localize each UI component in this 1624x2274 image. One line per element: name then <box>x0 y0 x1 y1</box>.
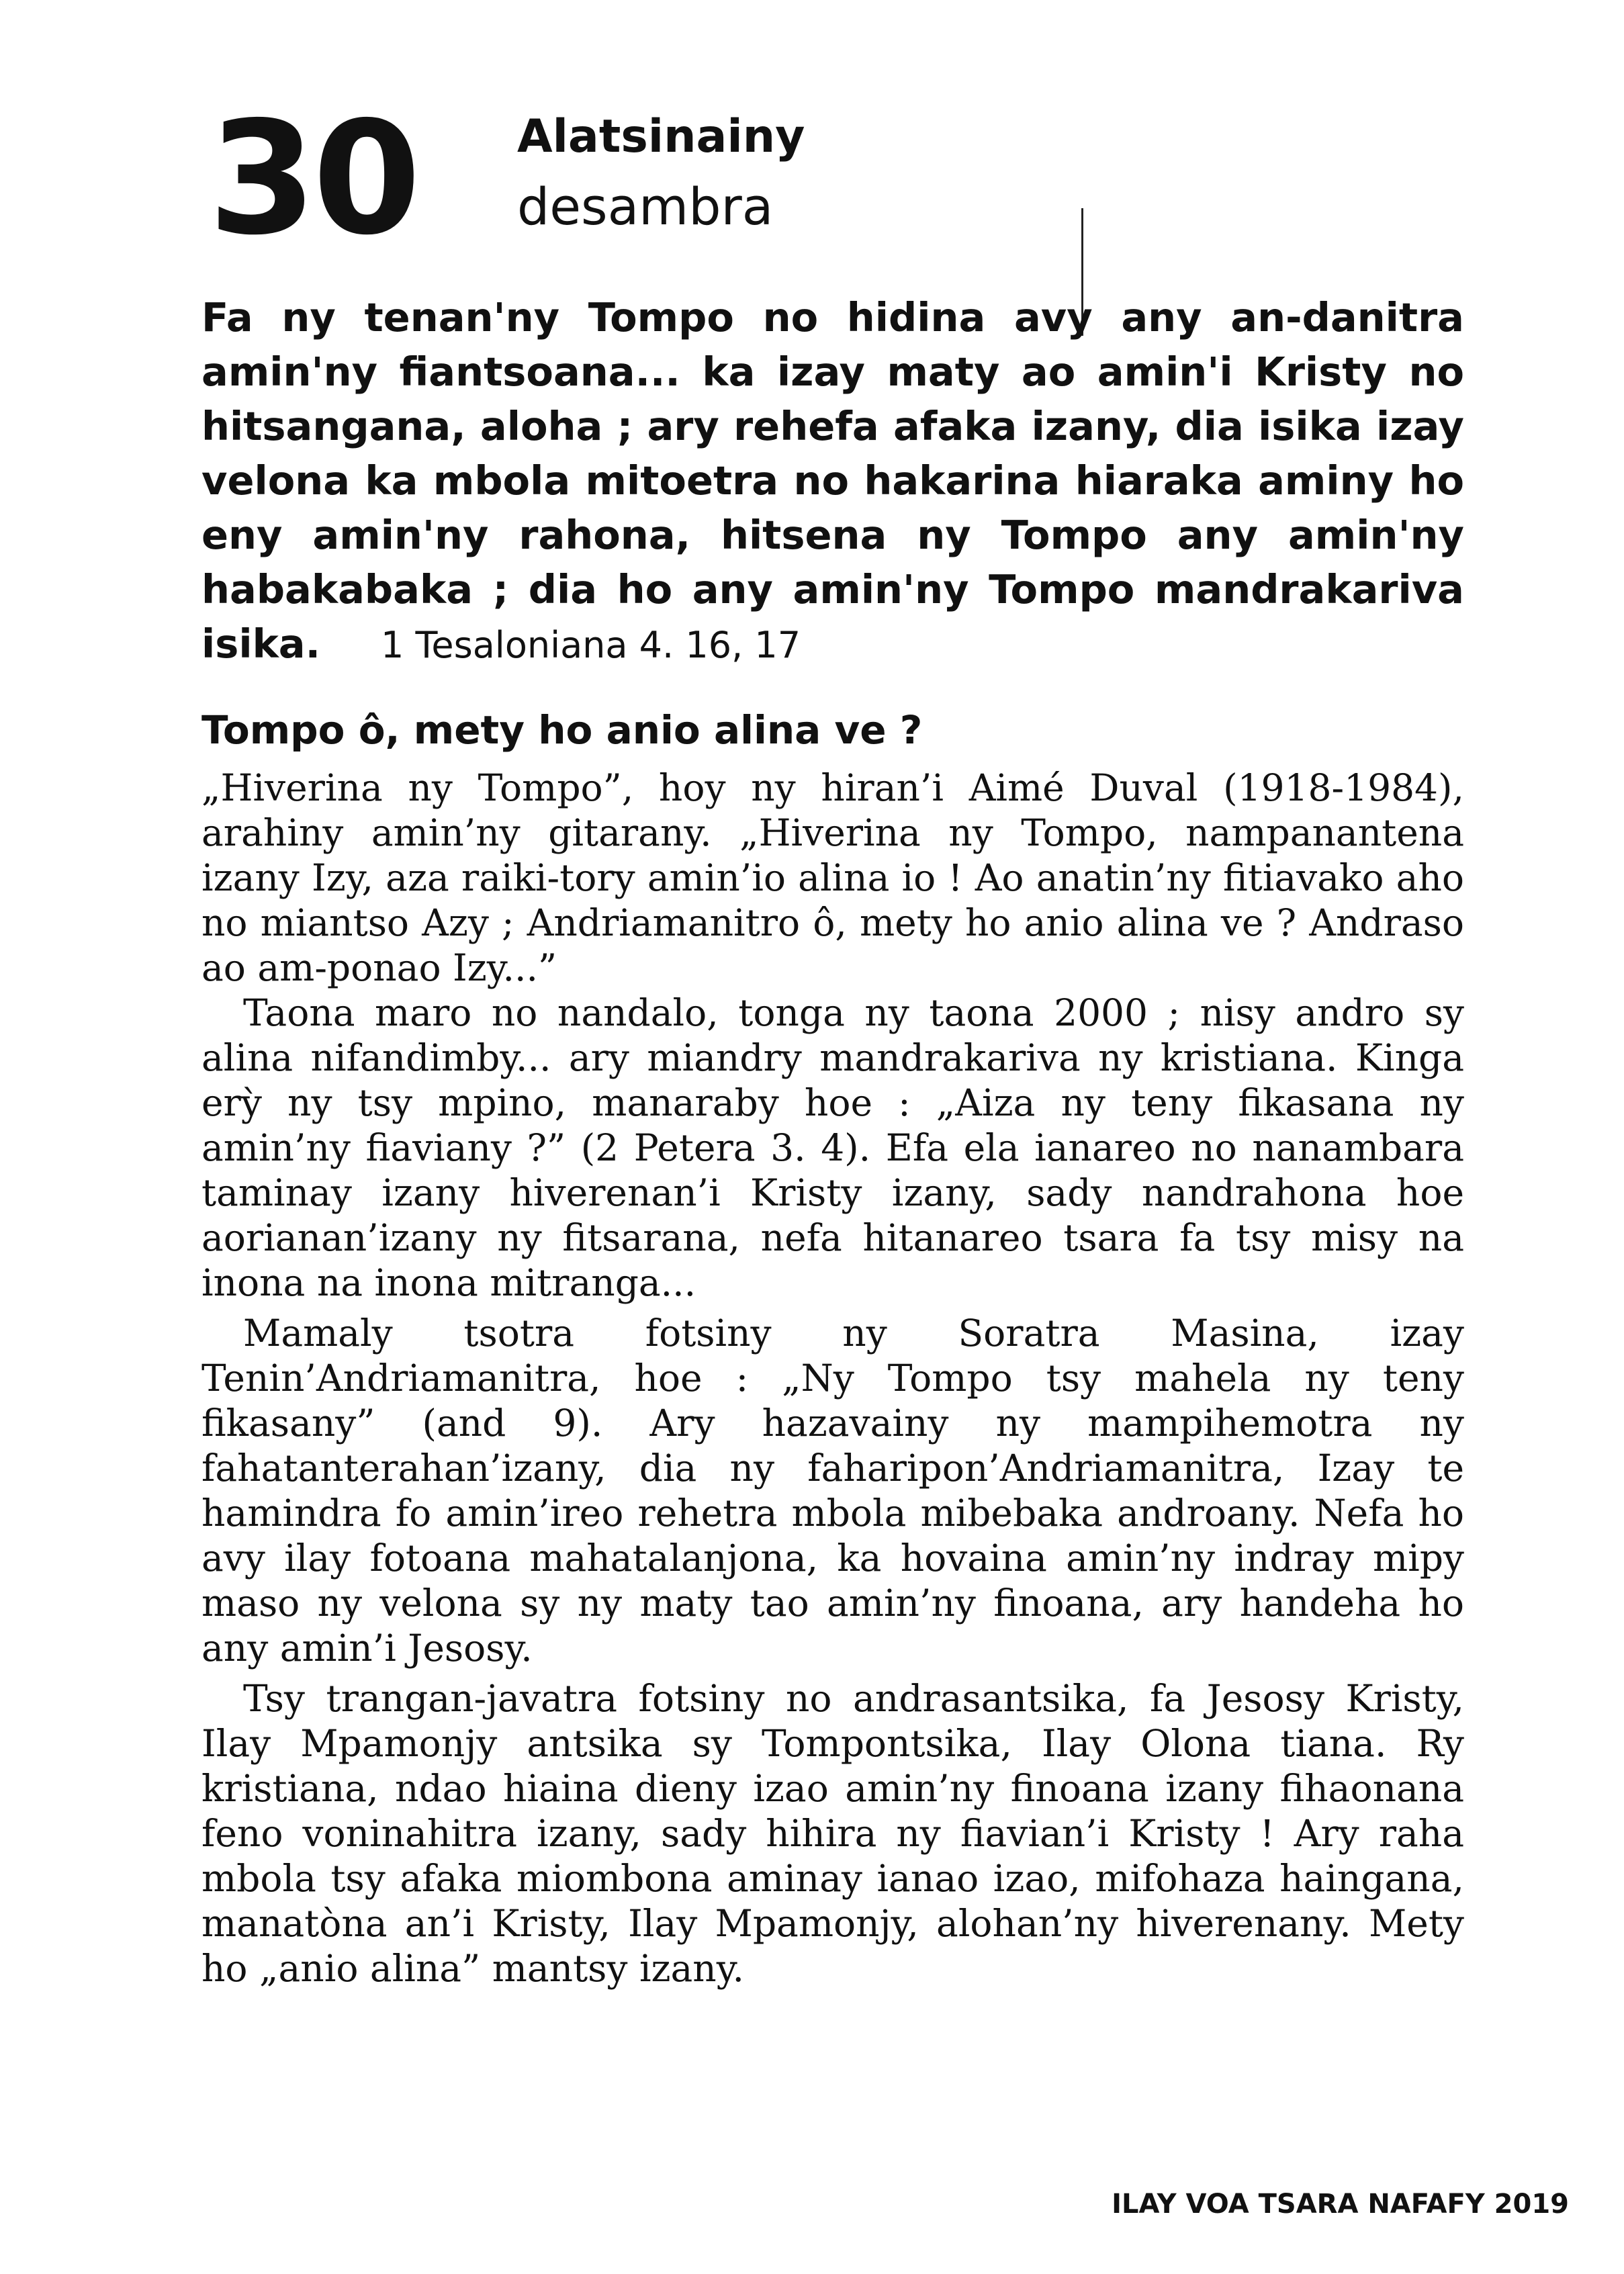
month-label: desambra <box>517 177 774 236</box>
meditation-body <box>201 766 1464 1991</box>
publication-footer: ILAY VOA TSARA NAFAFY 2019 <box>1112 2189 1569 2220</box>
verse-reference: 1 Tesaloniana 4. 16, 17 <box>381 624 801 666</box>
paragraph-2: Taona maro no nandalo, tonga ny taona 2000 ; nisy andro sy alina nifandimby... ary miandry mandrakariva ny kristiana. Kinga erỳ ny tsy mpino, manaraby hoe : „Aiza ny teny fikasana ny amin’ny fiaviany ?” (2 Petera 3. 4). Efa ela ianareo no nanambara taminay izany hiverenan’i Kristy izany, sady nandrahona hoe aorianan’izany ny fitsarana, nefa hitanareo tsara fa tsy misy na inona na inona mitranga... <box>201 991 1464 1304</box>
paragraph-3: Mamaly tsotra fotsiny ny Soratra Masina, izay Tenin’Andriamanitra, hoe : „Ny Tompo tsy mahela ny teny fikasany” (and 9). Ary hazavainy ny mampihemotra ny fahatanterahan’izany, dia ny faharipon’Andriamanitra, Izay te hamindra fo amin’ireo rehetra mbola mibebaka androany. Nefa ho avy ilay fotoana mahatalanjona, ka hovaina amin’ny indray mipy maso ny velona sy ny maty tao amin’ny finoana, ary handeha ho any amin’i Jesosy. <box>201 1312 1464 1670</box>
meditation-title: Tompo ô, mety ho anio alina ve ? <box>201 707 923 753</box>
day-number: 30 <box>208 88 417 269</box>
date-header <box>208 88 880 269</box>
paragraph-1: „Hiverina ny Tompo”, hoy ny hiran’i Aimé Duval (1918-1984), arahiny amin’ny gitarany. „Hiverina ny Tompo, nampanantena izany Izy, aza raiki-tory amin’io alina io ! Ao anatin’ny fitiavako aho no miantso Azy ; Andriamanitro ô, mety ho anio alina ve ? Andraso ao am-ponao Izy...” <box>201 766 1464 989</box>
weekday-label: Alatsinainy <box>517 110 805 163</box>
verse-text: Fa ny tenan'ny Tompo no hidina avy any an-danitra amin'ny fiantsoana... ka izay maty ao amin'i Kristy no hitsangana, aloha ; ary rehefa afaka izany, dia isika izay velona ka mbola mitoetra no hakarina hiaraka aminy ho eny amin'ny rahona, hitsena ny Tompo any amin'ny habakabaka ; dia ho any amin'ny Tompo mandrakariva isika. <box>201 294 1464 667</box>
bible-verse <box>201 290 1464 672</box>
paragraph-4: Tsy trangan-javatra fotsiny no andrasantsika, fa Jesosy Kristy, Ilay Mpamonjy antsika sy Tompontsika, Ilay Olona tiana. Ry kristiana, ndao hiaina dieny izao amin’ny finoana izany fihaonana feno voninahitra izany, sady hihira ny fiavian’i Kristy ! Ary raha mbola tsy afaka miombona aminay ianao izao, mifohaza haingana, manatòna an’i Kristy, Ilay Mpamonjy, alohan’ny hiverenany. Mety ho „anio alina” mantsy izany. <box>201 1677 1464 1990</box>
